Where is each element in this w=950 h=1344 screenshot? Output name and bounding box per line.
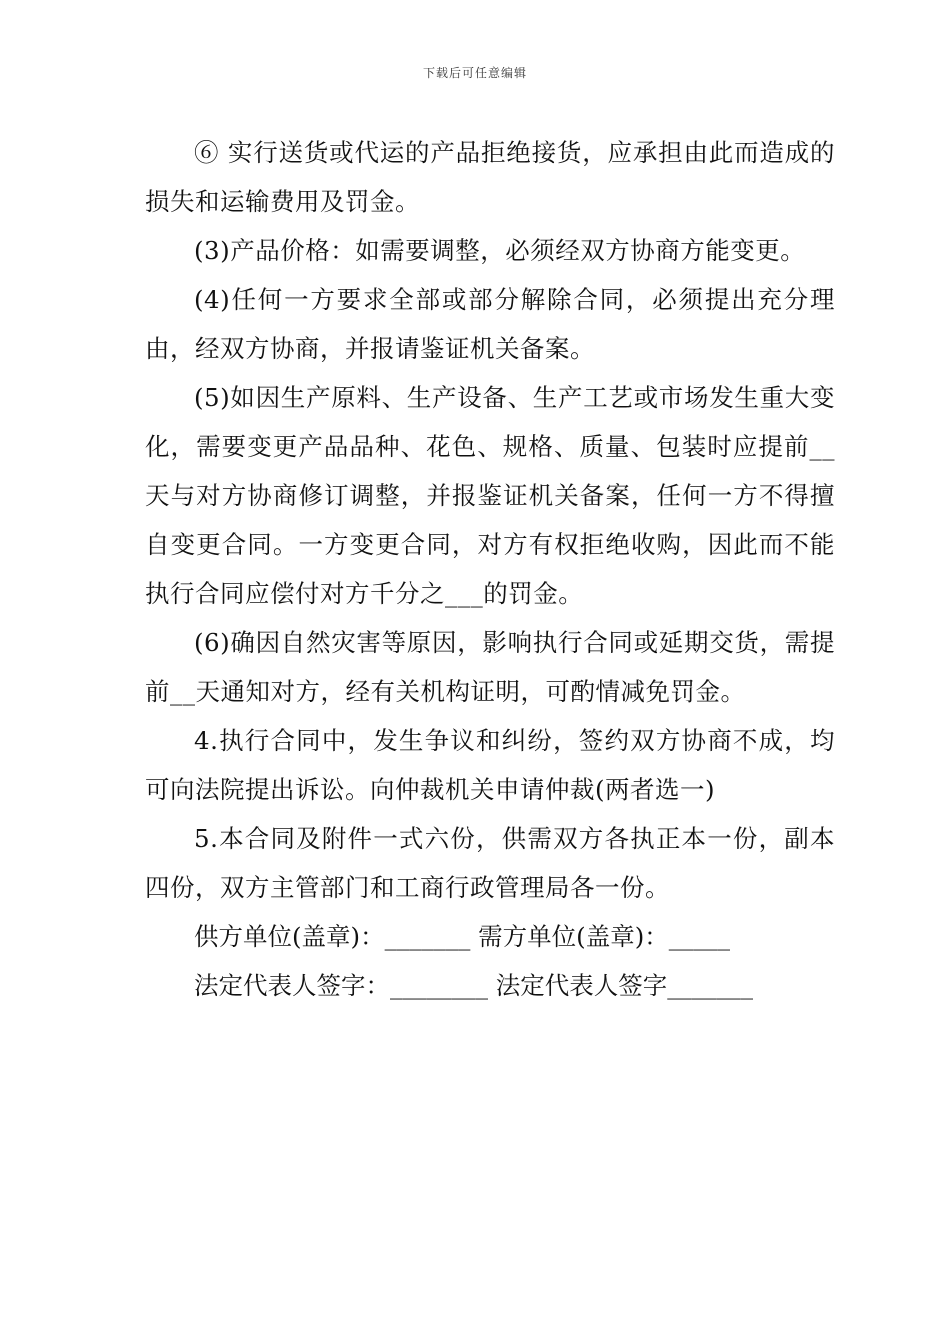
clause-paragraph: (4)任何一方要求全部或部分解除合同，必须提出充分理由，经双方协商，并报请鉴证机关备案。 (145, 285, 835, 363)
clause-paragraph: (6)确因自然灾害等原因，影响执行合同或延期交货，需提前__天通知对方，经有关机构证明，可酌情减免罚金。 (145, 628, 835, 706)
legal-representative-signature-line: 法定代表人签字：________ 法定代表人签字_______ (194, 971, 754, 1000)
clause-paragraph: 5.本合同及附件一式六份，供需双方各执正本一份，副本四份，双方主管部门和工商行政管理局各一份。 (145, 824, 835, 902)
clause-paragraph: (3)产品价格：如需要调整，必须经双方协商方能变更。 (194, 236, 806, 265)
clause-paragraph: ⑥ 实行送货或代运的产品拒绝接货，应承担由此而造成的损失和运输费用及罚金。 (145, 138, 835, 216)
supplier-buyer-seal-line: 供方单位(盖章)：_______ 需方单位(盖章)：_____ (194, 922, 731, 951)
clause-paragraph: (5)如因生产原料、生产设备、生产工艺或市场发生重大变化，需要变更产品品种、花色、规格、质量、包装时应提前__天与对方协商修订调整，并报鉴证机关备案，任何一方不得擅自变更合同。一方变更合同，对方有权拒绝收购，因此而不能执行合同应偿付对方千分之___的罚金。 (145, 383, 835, 608)
clause-paragraph: 4.执行合同中，发生争议和纠纷，签约双方协商不成，均可向法院提出诉讼。向仲裁机关申请仲裁(两者选一) (145, 726, 835, 804)
page-header: 下载后可任意编辑 (422, 66, 527, 80)
document-body (145, 128, 835, 1010)
